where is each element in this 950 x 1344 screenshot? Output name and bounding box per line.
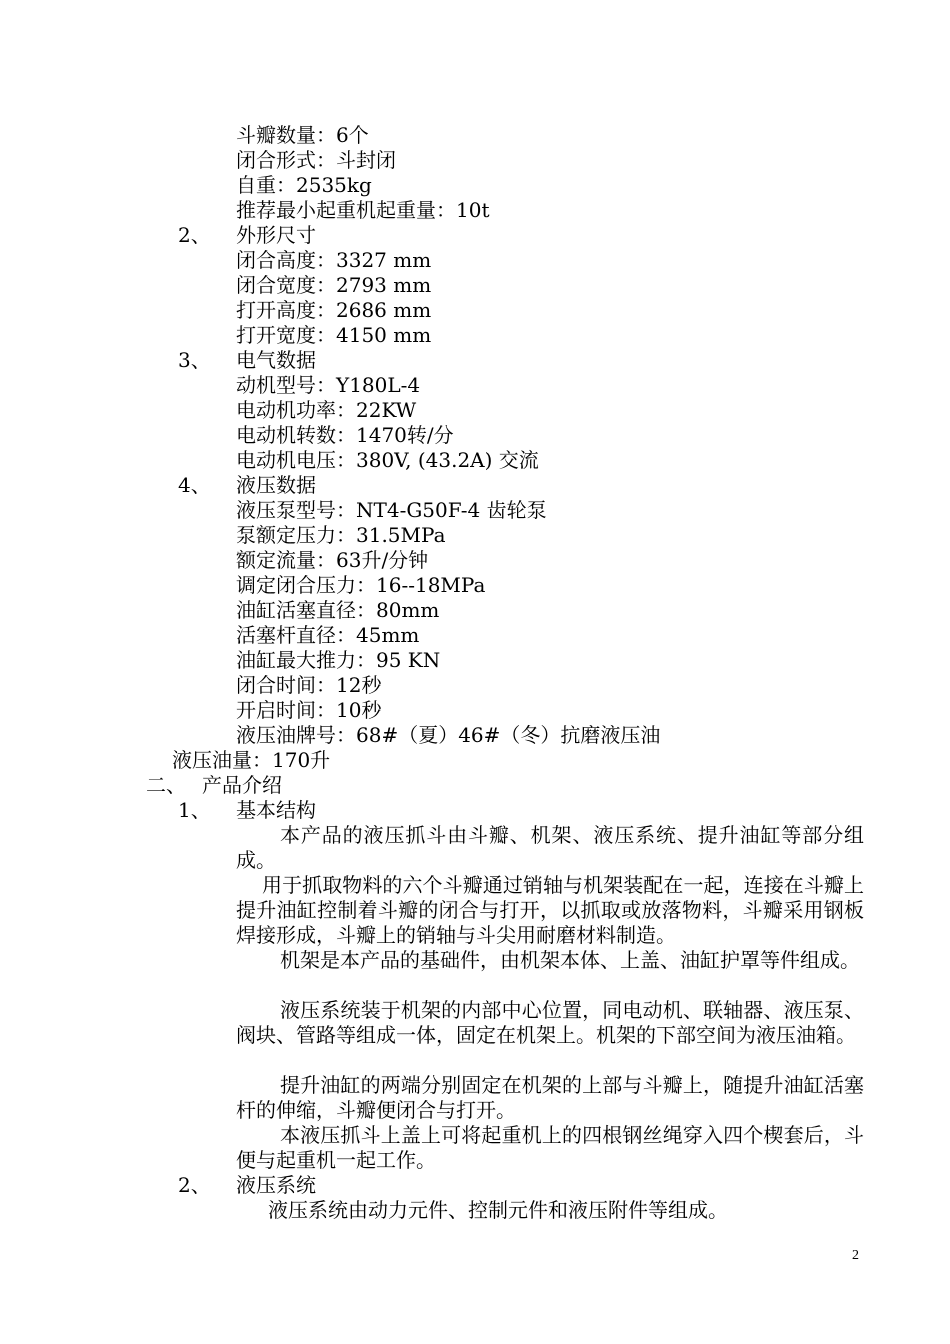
intro-2-title: 液压系统 [236, 1173, 316, 1197]
spec-self-weight: 自重：2535kg [236, 173, 372, 197]
dim-closed-width: 闭合宽度：2793 mm [236, 273, 432, 297]
intro-2-number: 2、 [178, 1173, 211, 1197]
intro-1-number: 1、 [178, 798, 211, 822]
section-4-number: 4、 [178, 473, 211, 497]
intro-paragraph-wire-rope: 本液压抓斗上盖上可将起重机上的四根钢丝绳穿入四个楔套后，斗便与起重机一起工作。 [236, 1123, 864, 1172]
spec-closure-type: 闭合形式：斗封闭 [236, 148, 396, 172]
section-4-title: 液压数据 [236, 473, 316, 497]
intro-2-paragraph: 液压系统由动力元件、控制元件和液压附件等组成。 [268, 1198, 728, 1222]
hyd-oil-volume: 液压油量：170升 [172, 748, 331, 772]
chapter-2-number: 二、 [146, 773, 186, 797]
hyd-pump-pressure: 泵额定压力：31.5MPa [236, 523, 446, 547]
elec-motor-voltage: 电动机电压：380V, (43.2A) 交流 [236, 448, 539, 472]
intro-1-title: 基本结构 [236, 798, 316, 822]
intro-paragraph-hydraulic: 液压系统装于机架的内部中心位置，同电动机、联轴器、液压泵、阀块、管路等组成一体，固定在机架上。机架的下部空间为液压油箱。 [236, 998, 864, 1047]
elec-motor-power: 电动机功率：22KW [236, 398, 417, 422]
section-3-number: 3、 [178, 348, 211, 372]
hyd-flow-rate: 额定流量：63升/分钟 [236, 548, 429, 572]
intro-paragraph-cylinder: 提升油缸的两端分别固定在机架的上部与斗瓣上，随提升油缸活塞杆的伸缩，斗瓣便闭合与打开。 [236, 1073, 864, 1122]
chapter-2-title: 产品介绍 [202, 773, 282, 797]
hyd-piston-diameter: 油缸活塞直径：80mm [236, 598, 440, 622]
dim-open-height: 打开高度：2686 mm [236, 298, 432, 322]
hyd-pump-model: 液压泵型号：NT4-G50F-4 齿轮泵 [236, 498, 547, 522]
page-number: 2 [852, 1248, 859, 1263]
dim-closed-height: 闭合高度：3327 mm [236, 248, 432, 272]
intro-paragraph-frame: 机架是本产品的基础件，由机架本体、上盖、油缸护罩等件组成。 [280, 948, 860, 972]
section-2-title: 外形尺寸 [236, 223, 316, 247]
intro-paragraph-buckets: 用于抓取物料的六个斗瓣通过销轴与机架装配在一起，连接在斗瓣上提升油缸控制着斗瓣的闭合与打开，以抓取或放落物料，斗瓣采用钢板焊接形成，斗瓣上的销轴与斗尖用耐磨材料制造。 [236, 873, 864, 947]
section-3-title: 电气数据 [236, 348, 316, 372]
intro-paragraph-composition: 本产品的液压抓斗由斗瓣、机架、液压系统、提升油缸等部分组成。 [236, 823, 864, 872]
elec-motor-speed: 电动机转数：1470转/分 [236, 423, 454, 447]
hyd-max-thrust: 油缸最大推力：95 KN [236, 648, 441, 672]
spec-crane-capacity: 推荐最小起重机起重量：10t [236, 198, 490, 222]
dim-open-width: 打开宽度：4150 mm [236, 323, 432, 347]
hyd-closing-time: 闭合时间：12秒 [236, 673, 382, 697]
hyd-closing-pressure: 调定闭合压力：16--18MPa [236, 573, 486, 597]
hyd-rod-diameter: 活塞杆直径：45mm [236, 623, 420, 647]
elec-motor-model: 动机型号：Y180L-4 [236, 373, 421, 397]
hyd-oil-grade: 液压油牌号：68#（夏）46#（冬）抗磨液压油 [236, 723, 661, 747]
section-2-number: 2、 [178, 223, 211, 247]
spec-bucket-count: 斗瓣数量：6个 [236, 123, 369, 147]
hyd-opening-time: 开启时间：10秒 [236, 698, 382, 722]
